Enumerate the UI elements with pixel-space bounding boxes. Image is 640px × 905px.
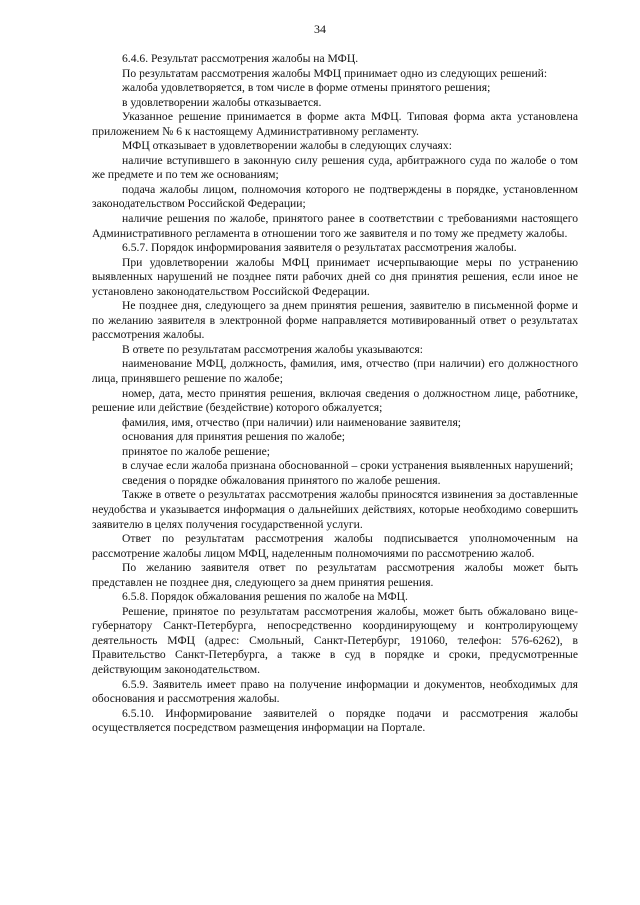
paragraph: 6.5.9. Заявитель имеет право на получение информации и документов, необходимых для обоснования и рассмотрения жалобы. [92, 677, 578, 706]
page-number: 34 [314, 22, 326, 36]
paragraph: подача жалобы лицом, полномочия которого не подтверждены в порядке, установленном законодательством Российской Федерации; [92, 182, 578, 211]
paragraph: 6.5.8. Порядок обжалования решения по жалобе на МФЦ. [122, 590, 408, 604]
paragraph: наименование МФЦ, должность, фамилия, имя, отчество (при наличии) его должностного лица, принявшего решение по жалобе; [92, 357, 578, 386]
paragraph: Ответ по результатам рассмотрения жалобы подписывается уполномоченным на рассмотрение жалобы лицом МФЦ, наделенным полномочиями по рассмотрению жалоб. [92, 532, 578, 560]
paragraph: жалоба удовлетворяется, в том числе в форме отмены принятого решения; [122, 81, 491, 95]
paragraph: По результатам рассмотрения жалобы МФЦ принимает одно из следующих решений: [122, 66, 548, 80]
paragraph: При удовлетворении жалобы МФЦ принимает исчерпывающие меры по устранению выявленных нарушений не позднее пяти рабочих дней со дня принятия решения, если иное не установлено законодательством Российской Федерации. [92, 255, 578, 298]
paragraph: Также в ответе о результатах рассмотрения жалобы приносятся извинения за доставленные неудобства и указывается информация о дальнейших действиях, которые необходимо совершить заявителю в целях получения государственной услуги. [92, 488, 578, 531]
paragraph: 6.4.6. Результат рассмотрения жалобы на МФЦ. [122, 52, 359, 65]
paragraph: В ответе по результатам рассмотрения жалобы указываются: [122, 342, 423, 356]
paragraph: номер, дата, место принятия решения, включая сведения о должностном лице, работнике, решение или действие (бездействие) которого обжалуется; [92, 386, 578, 415]
paragraph: наличие вступившего в законную силу решения суда, арбитражного суда по жалобе о том же предмете и по тем же основаниям; [92, 153, 578, 182]
paragraph: Не позднее дня, следующего за днем принятия решения, заявителю в письменной форме и по желанию заявителя в электронной форме направляется мотивированный ответ о результатах рассмотрения жалобы. [92, 299, 578, 342]
paragraph: основания для принятия решения по жалобе; [122, 430, 346, 444]
paragraph: принятое по жалобе решение; [122, 444, 270, 458]
paragraph: в удовлетворении жалобы отказывается. [122, 95, 322, 109]
paragraph: 6.5.10. Информирование заявителей о порядке подачи и рассмотрения жалобы осуществляется посредством размещения информации на Портале. [92, 706, 578, 735]
paragraph: сведения о порядке обжалования принятого по жалобе решения. [122, 473, 441, 487]
paragraph: Указанное решение принимается в форме акта МФЦ. Типовая форма акта установлена приложением № 6 к настоящему Административному регламенту. [92, 110, 578, 138]
paragraph: в случае если жалоба признана обоснованной – сроки устранения выявленных нарушений; [122, 459, 574, 473]
paragraph: наличие решения по жалобе, принятого ранее в соответствии с требованиями настоящего Административного регламента в отношении того же заявителя и по тому же предмету жалобы. [92, 212, 578, 240]
paragraph: фамилия, имя, отчество (при наличии) или наименование заявителя; [122, 415, 462, 429]
paragraph: МФЦ отказывает в удовлетворении жалобы в следующих случаях: [122, 139, 452, 153]
document-body [92, 52, 578, 736]
paragraph: 6.5.7. Порядок информирования заявителя о результатах рассмотрения жалобы. [122, 241, 517, 255]
paragraph: Решение, принятое по результатам рассмотрения жалобы, может быть обжаловано вице-губернатору Санкт-Петербурга, непосредственно координирующему и контролирующему деятельность МФЦ (адрес: Смольный, Санкт-Петербург, 191060, телефон: 576-6262), в Правительство Санкт-Петербурга, а также в суд в порядке и сроки, предусмотренные действующим законодательством. [92, 604, 578, 676]
paragraph: По желанию заявителя ответ по результатам рассмотрения жалобы может быть представлен не позднее дня, следующего за днем принятия решения. [92, 561, 578, 589]
